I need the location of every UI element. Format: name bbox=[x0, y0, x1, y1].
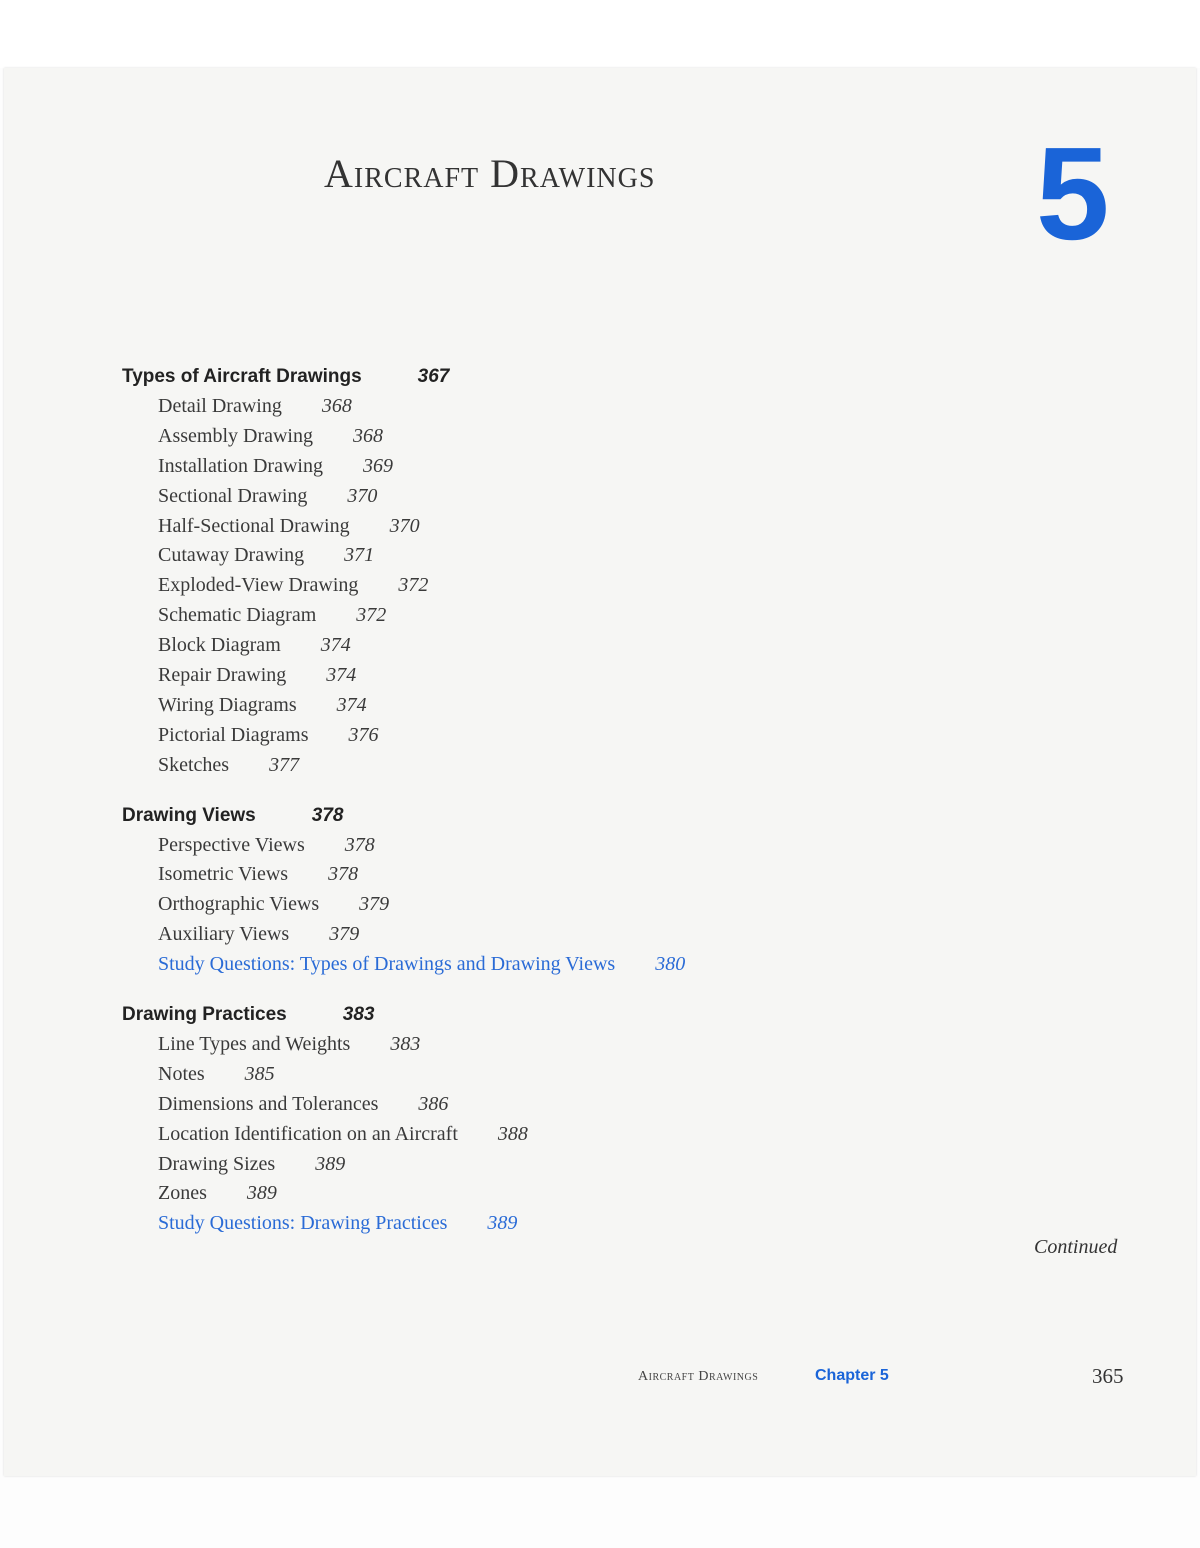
entry-label: Line Types and Weights bbox=[158, 1033, 351, 1056]
toc-entry bbox=[158, 601, 1022, 631]
entry-label: Zones bbox=[158, 1182, 207, 1205]
entry-label: Study Questions: Drawing Practices bbox=[158, 1212, 448, 1235]
toc-entry bbox=[158, 831, 1022, 861]
toc-entry bbox=[158, 691, 1022, 721]
entry-label: Location Identification on an Aircraft bbox=[158, 1122, 458, 1145]
entry-label: Perspective Views bbox=[158, 833, 305, 856]
entry-page: 374 bbox=[320, 634, 351, 657]
section-heading bbox=[122, 801, 1022, 831]
entry-page: 389 bbox=[487, 1212, 518, 1235]
entry-label: Notes bbox=[158, 1062, 205, 1085]
toc-entry bbox=[158, 661, 1022, 691]
entry-label: Detail Drawing bbox=[158, 395, 282, 417]
entry-label: Cutaway Drawing bbox=[158, 544, 305, 567]
toc-entry bbox=[158, 860, 1022, 890]
entry-label: Sectional Drawing bbox=[158, 484, 308, 507]
toc-entry bbox=[158, 751, 1022, 781]
entry-page: 370 bbox=[389, 514, 420, 537]
entry-page: 372 bbox=[398, 574, 429, 597]
continued-note: Continued bbox=[1034, 1236, 1118, 1258]
chapter-title: Aircraft Drawings bbox=[324, 151, 656, 196]
entry-page: 371 bbox=[344, 544, 375, 567]
entry-label: Repair Drawing bbox=[158, 664, 287, 687]
toc-entry bbox=[158, 422, 1022, 452]
entry-page: 374 bbox=[326, 664, 357, 687]
toc-entry bbox=[158, 631, 1022, 661]
entry-page: 380 bbox=[655, 953, 686, 976]
entry-page: 383 bbox=[390, 1033, 421, 1056]
entry-label: Pictorial Diagrams bbox=[158, 723, 309, 746]
toc-entry bbox=[158, 482, 1022, 512]
entry-page: 389 bbox=[315, 1152, 346, 1175]
scan-margin bbox=[0, 0, 1200, 68]
section-page: 378 bbox=[311, 804, 344, 826]
entry-page: 370 bbox=[347, 484, 378, 507]
section-title: Drawing Views bbox=[122, 804, 256, 826]
entry-page: 368 bbox=[352, 424, 383, 447]
entry-page: 378 bbox=[328, 863, 359, 886]
entry-label: Installation Drawing bbox=[158, 454, 323, 477]
table-of-contents bbox=[122, 362, 1022, 1259]
section-page: 383 bbox=[342, 1004, 375, 1026]
toc-section bbox=[122, 362, 1022, 781]
entry-label: Drawing Sizes bbox=[158, 1152, 276, 1175]
toc-entry bbox=[158, 1120, 1022, 1150]
toc-section bbox=[122, 801, 1022, 980]
study-questions-link[interactable] bbox=[158, 1209, 1022, 1239]
footer-title: Aircraft Drawings bbox=[638, 1369, 759, 1384]
toc-entry bbox=[158, 1179, 1022, 1209]
entry-label: Half-Sectional Drawing bbox=[158, 514, 350, 537]
entry-page: 379 bbox=[329, 923, 360, 946]
section-page: 367 bbox=[417, 366, 450, 387]
entry-label: Auxiliary Views bbox=[158, 923, 290, 946]
toc-entry bbox=[158, 452, 1022, 482]
study-questions-link[interactable] bbox=[158, 950, 1022, 980]
footer-chapter: Chapter 5 bbox=[815, 1367, 889, 1384]
toc-entry bbox=[158, 512, 1022, 542]
section-heading bbox=[122, 362, 1022, 392]
entry-page: 374 bbox=[336, 693, 367, 716]
section-heading bbox=[122, 1000, 1022, 1030]
entry-label: Sketches bbox=[158, 753, 230, 776]
entry-page: 369 bbox=[362, 454, 393, 477]
entry-page: 385 bbox=[244, 1062, 275, 1085]
entry-label: Wiring Diagrams bbox=[158, 693, 297, 716]
toc-entry bbox=[158, 1030, 1022, 1060]
toc-entry bbox=[158, 1090, 1022, 1120]
entry-label: Exploded-View Drawing bbox=[158, 574, 359, 597]
entry-page: 389 bbox=[246, 1182, 277, 1205]
entry-page: 379 bbox=[359, 893, 390, 916]
toc-entry bbox=[158, 541, 1022, 571]
toc-entry bbox=[158, 392, 1022, 422]
toc-entry bbox=[158, 1150, 1022, 1180]
chapter-number: 5 bbox=[1036, 120, 1110, 267]
entry-page: 378 bbox=[344, 833, 375, 856]
toc-entry bbox=[158, 920, 1022, 950]
entry-label: Orthographic Views bbox=[158, 893, 320, 916]
toc-entry bbox=[158, 571, 1022, 601]
entry-page: 368 bbox=[321, 395, 352, 417]
entry-label: Study Questions: Types of Drawings and Drawing Views bbox=[158, 953, 616, 976]
section-title: Types of Aircraft Drawings bbox=[122, 366, 362, 387]
entry-page: 376 bbox=[348, 723, 379, 746]
toc-entry bbox=[158, 1060, 1022, 1090]
entry-label: Dimensions and Tolerances bbox=[158, 1092, 379, 1115]
entry-label: Assembly Drawing bbox=[158, 424, 313, 447]
toc-section bbox=[122, 1000, 1022, 1239]
section-title: Drawing Practices bbox=[122, 1004, 287, 1026]
entry-label: Isometric Views bbox=[158, 863, 289, 886]
toc-entry bbox=[158, 890, 1022, 920]
entry-page: 377 bbox=[269, 753, 300, 776]
entry-page: 388 bbox=[497, 1122, 528, 1145]
entry-page: 372 bbox=[356, 604, 387, 627]
entry-page: 386 bbox=[418, 1092, 449, 1115]
entry-label: Block Diagram bbox=[158, 634, 281, 657]
toc-entry bbox=[158, 721, 1022, 751]
entry-label: Schematic Diagram bbox=[158, 604, 317, 627]
page-number: 365 bbox=[1092, 1364, 1124, 1388]
